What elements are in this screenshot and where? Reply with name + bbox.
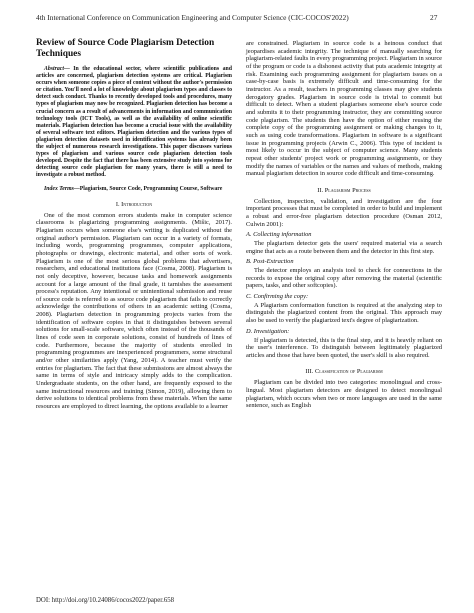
plagiarism-process-paragraph: Collection, inspection, validation, and investigation are the four important processes that must be completed in order to build and implement a robust and error-free plagiarism detection procedure (Osman 2012, Culwin 2001):	[246, 197, 442, 228]
abstract	[36, 66, 232, 180]
right-column	[246, 40, 442, 410]
index-terms-label: Index Terms	[44, 185, 74, 192]
post-extraction-paragraph: The detector employs an analysis tool to check for connections in the records to expose the original copy after removing the material (scientific papers, tasks, and other softcopies).	[246, 267, 442, 290]
abstract-label: Abstract	[44, 66, 64, 72]
section-heading-classification: III. Classification of Plagiarism	[305, 368, 383, 376]
classification-paragraph: Plagiarism can be divided into two categories: monolingual and cross-lingual. Most plagiarism detectors are designed to detect monolingual plagiarism, which occurs when two or more languages are used in the same sentence, such as English	[246, 379, 442, 410]
introduction-paragraph: One of the most common errors students make in computer science classrooms is plagiarizing programming assignments. (Mišic, 2017). Plagiarism occurs when someone else's writing is duplicated without the original author's permission. Plagiarism can occur in a variety of formats, including words, programming programmes, computer applications, photographs or drawings, electronic material, and other sorts of work. Plagiarism is one of the most serious global problems that advertisers, researchers, and educational institutions face (Cosma, 2008). Plagiarism is not only deceptive, however, because tasks and homework assignments account for a large amount of the final grade, it tarnishes the assessment process's reputation. Any intentional or unintentional submission and reuse of source code is referred to as source code plagiarism that fails to correctly acknowledge the contributions of others in an academic setting (Cosma, 2008). Plagiarism detection in programming projects varies from the identification of software copies in that it distinguishes between several solutions for small-scale software, which often instead of the thousands of lines of code seen in corporate solutions, consist of hundreds of lines of code. Furthermore, because the majority of students enrolled in programming programmes are inexperienced programmers, some structural and/or other similarities apply (Yang, 2014). A teacher must verify the entries for plagiarism. The fact that these submissions are almost always the same in terms of style and intricacy simply adds to the complication. Undergraduate students, on the other hand, are frequently exposed to the same instructional resources and training (Simon, 2019), allowing them to derive solutions to identical problems from these materials. When the same resources are employed to direct learning, the options available to a learner	[36, 211, 232, 410]
introduction-continued-paragraph: are constrained. Plagiarism in source code is a heinous conduct that jeopardises academic integrity. The technique of manually searching for plagiarism-related faults in every programming project. Plagiarism in source of the program or code is a dishonest activity that puts academic integrity at risk. Examining each programming assignment for plagiarism issues on a case-by-case basis is extremely difficult and time-consuming for the instructor. As a result, teachers in programming classes may give students derogatory grades. Plagiarism in source code is trivial to commit but difficult to detect. When a student plagiarises someone else's source code and submits it to their programming instructor, they are committing source code plagiarism. The students then have the option of either reusing the complete copy of the programming assignment or making changes to it, such as using code transformations. Plagiarism in software is a significant issue in programming projects (Arwin C., 2006). This type of incident is most likely to occur in the subject of computer science. Many students repeat other students' project work or programming assignments, or they modify the names of variables or the names and values of methods, making manual plagiarism detection in source code difficult and time-consuming.	[246, 40, 442, 178]
footer-doi: DOI: http://doi.org/10.24086/cocos2022/paper.658	[36, 597, 175, 604]
investigation-paragraph: If plagiarism is detected, this is the final step, and it is heavily reliant on the user's interference. To distinguish between legitimately plagiarized articles and those that have been quoted, the user's skill is also required.	[246, 336, 442, 359]
page-number: 27	[430, 13, 438, 22]
collecting-paragraph: The plagiarism detector gets the users' required material via a search engine that acts as a route between them and the detector in this first step.	[246, 240, 442, 255]
index-terms-text: —Plagiarism, Source Code, Programming Course, Software	[73, 185, 223, 192]
left-column	[36, 38, 232, 411]
subsection-heading-post-extraction: B. Post-Extraction	[246, 258, 294, 266]
section-heading-plagiarism-process: II. Plagiarism Process	[317, 186, 371, 194]
confirming-paragraph: A Plagiarism conformation function is required at the analyzing step to distinguish the plagiarized content from the original. This approach may also be used to verify the plagiarized text's degree of plagiarization.	[246, 301, 442, 325]
running-header: 4th International Conference on Communication Engineering and Computer Science (CIC-COCOS'2022)	[36, 13, 349, 22]
paper-title: Review of Source Code Plagiarism Detection Techniques	[36, 38, 215, 59]
abstract-text: — In the educational sector, where scientific publications and articles are concerned, plagiarism detection systems are critical. Plagiarism occurs when someone copies a piece of content without the author's permission or citation. You'll need a lot of knowledge about plagiarism types and classes to detect such conduct. Thanks to recently developed tools and procedures, many types of plagiarism may now be recognized. Plagiarism detection has become a crucial concern as a result of advancements in information and communication technology tools (ICT Tools), as well as the availability of online scientific materials. Plagiarism detection has become a crucial issue with the availability of several software text editors. Plagiarism detection and the various types of plagiarism detection datasets used in identification systems has already been the subject of numerous research investigations. This paper discusses various types of plagiarism and various source code plagiarism detection tools developed. Despite the fact that there has been extensive study into systems for detecting source code plagiarism for many years, there is still a need to investigate a robust method.	[36, 66, 232, 179]
index-terms	[36, 186, 232, 193]
subsection-heading-investigation: D. Investigation:	[246, 327, 290, 335]
subsection-heading-confirming: C. Confirming the copy:	[246, 293, 309, 301]
subsection-heading-collecting: A. Collecting information	[246, 231, 312, 239]
section-heading-introduction: I. Introduction	[115, 200, 153, 208]
